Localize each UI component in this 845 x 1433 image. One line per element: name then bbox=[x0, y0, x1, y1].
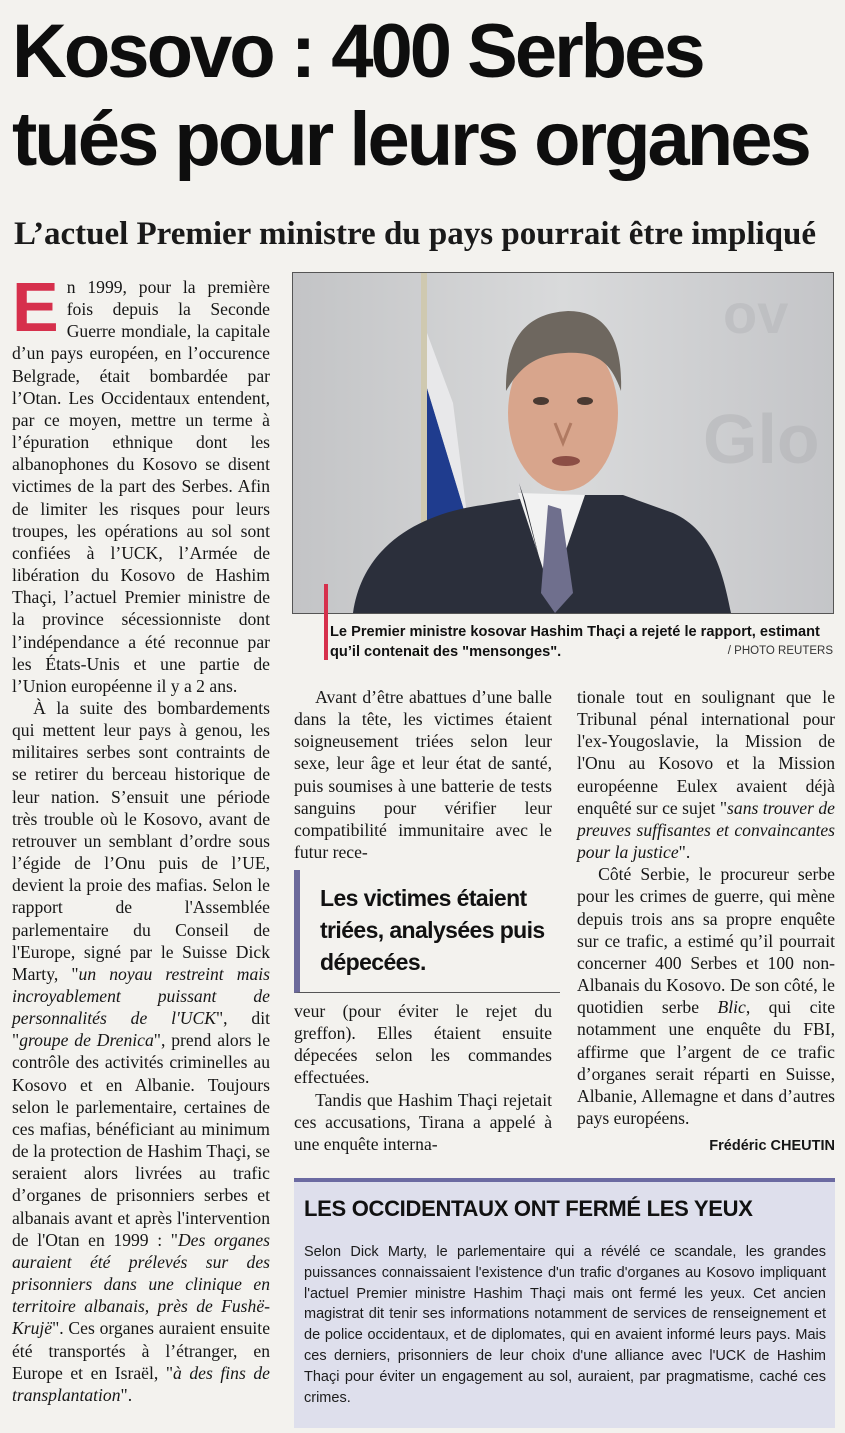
paragraph-text: Côté Serbie, le procureur serbe pour les crimes de guerre, qui mène depuis trois ans sa propre enquête sur ce trafic, a estimé qu’il pourrait concerner 400 Serbes et 100 non-Albanais du Kosovo. De son côté, le quotidien serbe bbox=[577, 864, 835, 1018]
photo-credit: / PHOTO REUTERS bbox=[727, 645, 833, 657]
paragraph-1 bbox=[12, 268, 270, 697]
paragraph-text: , qui cite notamment une enquête du FBI, affirme que l’argent de ce trafic d’organes serait réparti en Suisse, Albanie, Allemagne et dans d’autres pays européens. bbox=[577, 997, 836, 1128]
sidebar-title: LES OCCIDENTAUX ONT FERMÉ LES YEUX bbox=[304, 1196, 753, 1221]
paragraph-text: ". bbox=[678, 842, 691, 863]
article-column-1 bbox=[12, 268, 271, 1406]
subtitle: L’actuel Premier ministre du pays pourrait être impliqué bbox=[14, 216, 817, 252]
dropcap: E bbox=[12, 268, 59, 346]
paragraph-text: tionale tout en soulignant que le Tribunal pénal international pour l'ex-Yougoslavie, la Mission de l'Onu au Kosovo et la Mission européenne Eulex avaient déjà enquêté sur ce sujet " bbox=[577, 687, 835, 818]
sidebar-body: Selon Dick Marty, le parlementaire qui a révélé ce scandale, les grandes puissances connaissaient l'existence d'un trafic d'organes au Kosovo impliquant l'actuel Premier ministre Hashim Thaçi mais ont fermé les yeux. Cet ancien magistrat dit tenir ses informations notamment de services de renseignement et de police occidentaux, et de diplomates, qui en avaient informé leurs pays. Mais ces derniers, prisonniers de leur choix d'une alliance avec l'UCK de Hashim Thaçi pour éviter un engagement au sol, auraient, par pragmatisme, caché ces crimes. bbox=[304, 1244, 826, 1406]
paragraph-4: Tandis que Hashim Thaçi rejetait ces accusations, Tirana a appelé à une enquête interna- bbox=[294, 1089, 552, 1154]
paragraph-3-continued: veur (pour éviter le rejet du greffon). Elles étaient ensuite dépecées selon les commandes effectuées. bbox=[294, 1001, 552, 1088]
paragraph-5 bbox=[577, 686, 835, 863]
paragraph-6 bbox=[577, 863, 835, 1129]
paragraph-2 bbox=[12, 697, 270, 1406]
pull-quote-box bbox=[294, 870, 560, 993]
article-column-2-continued bbox=[294, 1000, 552, 1155]
caption-accent-bar bbox=[324, 584, 328, 660]
newspaper-name: Blic bbox=[717, 997, 746, 1018]
svg-text:ov: ov bbox=[723, 282, 789, 345]
paragraph-text: n 1999, pour la première fois depuis la Seconde Guerre mondiale, la capitale d’un pays européen, en l’occurence Belgrade, était bombardée par l’Otan. Les Occidentaux entendent, par ce moyen, mettre un terme à l’épuration ethnique dont les albanophones du Kosovo se disent victimes de la part des Serbes. Afin de limiter les risques pour leurs troupes, les opérations au sol sont confiées à l’UCK, l’Armée de libération du Kosovo de Hashim Thaçi, l’actuel Premier ministre de la province sécessionniste dont l’indépendance a été reconnue par les États-Unis et une partie de l’Union européenne il y a 2 ans. bbox=[12, 277, 270, 696]
paragraph-text: ", prend alors le contrôle des activités criminelles au Kosovo et en Albanie. Toujours selon le parlementaire, certaines de ces mafias, bénéficiant au minimum de la protection de Hashim Thaçi, se seraient alors livrées au trafic d’organes de prisonniers serbes et albanais avant et après l'intervention de l'Otan en 1999 : " bbox=[12, 1030, 271, 1250]
photo-caption: Le Premier ministre kosovar Hashim Thaçi a rejeté le rapport, estimant qu’il contenait des "mensonges". bbox=[330, 624, 820, 660]
paragraph-3: Avant d’être abattues d’une balle dans la tête, les victimes étaient soigneusement triées selon leur sexe, leur âge et leur état de santé, puis soumises à une batterie de tests sanguins pour vérifier leur compatibilité immunitaire avec le futur rece- bbox=[294, 687, 552, 863]
photo-hashim-thaci bbox=[292, 272, 834, 614]
headline: Kosovo : 400 Serbes tués pour leurs organes bbox=[12, 9, 809, 182]
sidebar-box bbox=[294, 1178, 835, 1428]
svg-text:Glo: Glo bbox=[703, 400, 820, 478]
article-column-2 bbox=[294, 686, 552, 863]
article-column-3 bbox=[577, 686, 835, 1129]
paragraph-text: À la suite des bombardements qui mettent leur pays à genou, les militaires serbes sont contraints de se retirer du berceau historique de leur nation. S’ensuit une période très trouble où le Kosovo, avant de retrouver un semblant d’ordre sous l’égide de l’Onu puis de l’UE, devient la proie des mafias. Selon le rapport de l'Assemblée parlementaire du Conseil de l'Europe, signé par le Suisse Dick Marty, " bbox=[12, 697, 270, 984]
quote-italic: à des fins de transplantation bbox=[12, 1362, 270, 1405]
paragraph-text: ", dit " bbox=[12, 1008, 270, 1051]
quote-italic: sans trouver de preuves suffisantes et convaincantes pour la justice bbox=[577, 797, 835, 863]
pull-quote: Les victimes étaient triées, analysées puis dépecées. bbox=[320, 885, 545, 975]
paragraph-text: ". bbox=[120, 1384, 133, 1405]
quote-italic: groupe de Drenica bbox=[19, 1030, 154, 1051]
paragraph-text: ". Ces organes auraient ensuite été transportés à l’étranger, en Europe et en Israël, " bbox=[12, 1318, 270, 1383]
quote-italic: Des organes auraient été prélevés sur des prisonniers dans une clinique en territoire albanais, près de Fushë-Krujë bbox=[12, 1229, 270, 1339]
quote-italic: un noyau restreint mais incroyablement puissant de personnalités de l'UCK bbox=[12, 963, 270, 1029]
portrait-illustration bbox=[293, 273, 833, 613]
author-byline: Frédéric CHEUTIN bbox=[709, 1138, 835, 1154]
